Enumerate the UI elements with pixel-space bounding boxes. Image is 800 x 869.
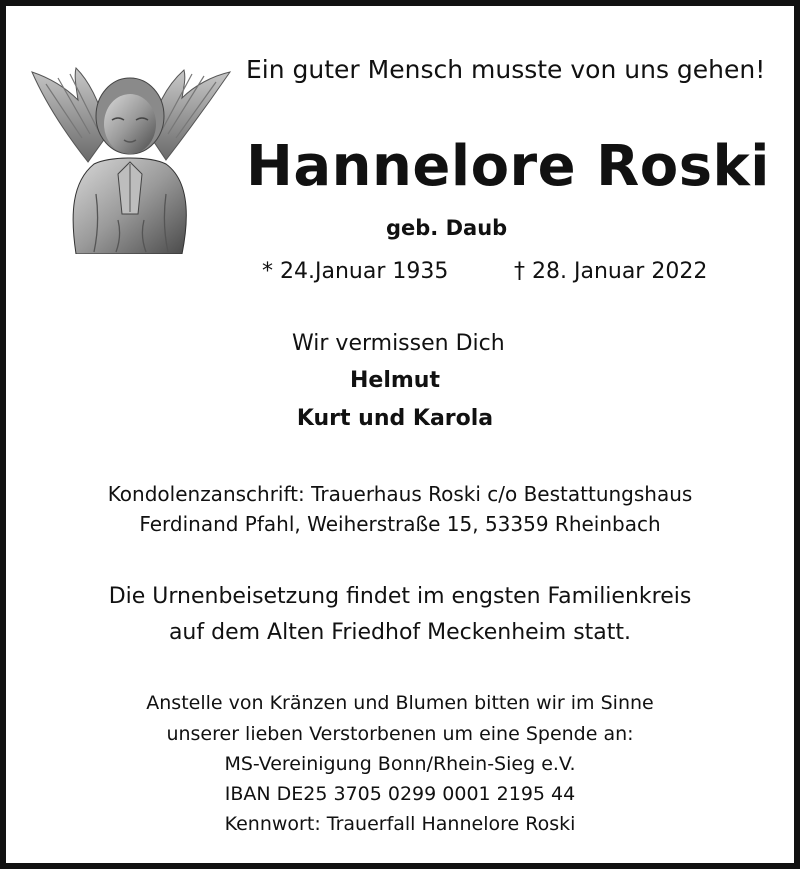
donation-line: MS-Vereinigung Bonn/Rhein-Sieg e.V.	[224, 753, 576, 775]
donation-line: Anstelle von Kränzen und Blumen bitten wir im Sinne	[146, 692, 654, 714]
mourner-name: Helmut	[350, 368, 440, 393]
deceased-name: Hannelore Roski	[246, 134, 770, 199]
urn-burial-line: Die Urnenbeisetzung findet im engsten Familienkreis	[108, 584, 692, 609]
donation-line: unserer lieben Verstorbenen um eine Spende an:	[166, 723, 634, 745]
headline: Ein guter Mensch musste von uns gehen!	[246, 55, 766, 84]
praying-angel-statue-icon	[26, 64, 236, 254]
donation-line: Kennwort: Trauerfall Hannelore Roski	[224, 813, 576, 835]
mourners-intro: Wir vermissen Dich	[292, 331, 505, 356]
condolence-address-line: Ferdinand Pfahl, Weiherstraße 15, 53359 Rheinbach	[139, 512, 661, 536]
death-date: † 28. Januar 2022	[514, 259, 708, 284]
donation-line: IBAN DE25 3705 0299 0001 2195 44	[224, 783, 576, 805]
birth-date: * 24.Januar 1935	[262, 259, 449, 284]
birth-name: geb. Daub	[386, 216, 508, 240]
urn-burial-line: auf dem Alten Friedhof Meckenheim statt.	[168, 620, 632, 645]
condolence-address-line: Kondolenzanschrift: Trauerhaus Roski c/o Bestattungshaus	[107, 482, 693, 506]
mourner-name: Kurt und Karola	[296, 406, 494, 431]
